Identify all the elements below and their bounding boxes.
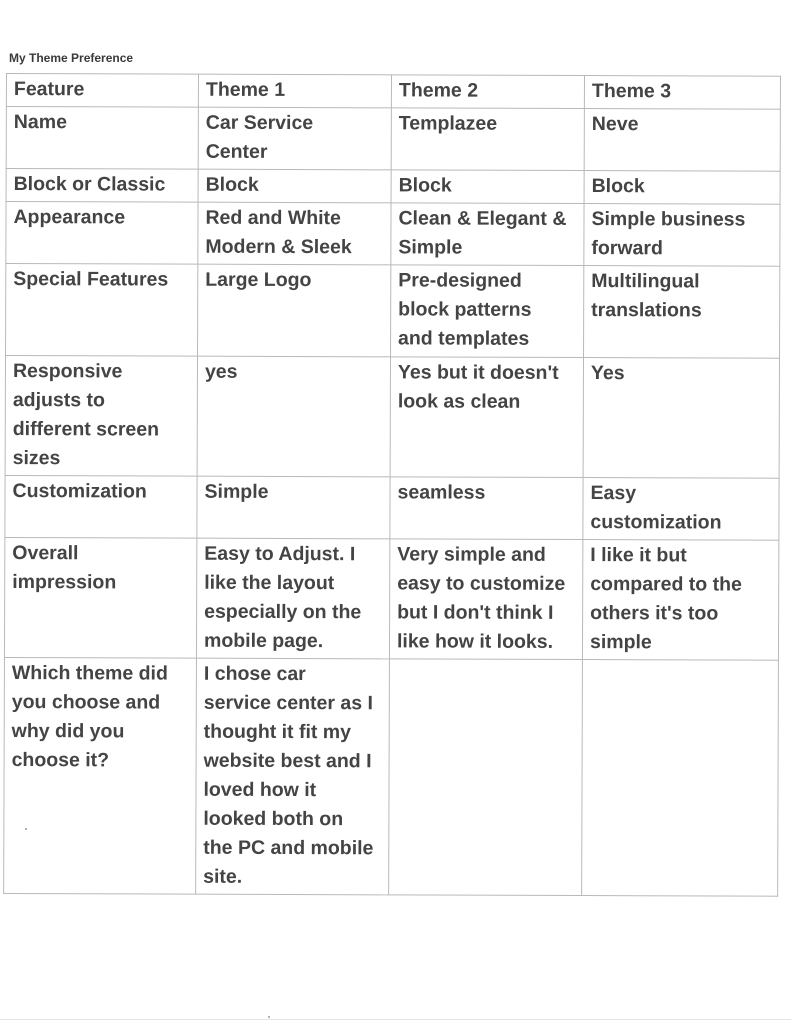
theme-preference-table — [3, 73, 781, 897]
header-feature: Feature — [6, 74, 198, 108]
row-label: Special Features — [6, 264, 198, 357]
cell-theme-3: Easy customization — [583, 478, 779, 541]
cell-theme-2: Templazee — [391, 108, 584, 171]
cell-theme-3: Multilingual translations — [584, 266, 780, 359]
cell-theme-3: Neve — [584, 109, 780, 172]
cell-theme-3: Simple business forward — [584, 204, 780, 267]
row-label: Overall impression — [4, 537, 196, 658]
cell-theme-2: Clean & Elegant & Simple — [391, 203, 584, 266]
table-row-name — [6, 107, 780, 172]
cell-theme-2: Very simple and easy to customize but I don't think I like how it looks. — [389, 539, 582, 660]
scan-speck — [25, 828, 27, 830]
header-theme-3: Theme 3 — [584, 76, 780, 110]
cell-theme-1: Red and White Modern & Sleek — [198, 202, 391, 265]
cell-theme-3: Block — [584, 171, 780, 205]
cell-theme-3 — [582, 660, 779, 897]
table-row-overall-impression — [4, 537, 778, 660]
cell-theme-3: Yes — [583, 358, 779, 479]
row-label: Block or Classic — [6, 169, 198, 203]
header-theme-1: Theme 1 — [198, 74, 391, 108]
cell-theme-1: Large Logo — [198, 264, 391, 357]
cell-theme-2: Yes but it doesn't look as clean — [390, 357, 583, 478]
document-title: My Theme Preference — [9, 51, 134, 65]
scan-edge-line — [0, 1019, 791, 1020]
table-header-row — [6, 74, 780, 110]
table-row-theme-choice — [4, 657, 779, 896]
cell-theme-2: Pre-designed block patterns and templates — [391, 265, 584, 358]
cell-theme-2: Block — [391, 170, 584, 204]
table-row-responsive — [5, 356, 779, 479]
cell-theme-2 — [389, 659, 583, 896]
cell-theme-1: Car Service Center — [198, 107, 391, 170]
row-label: Appearance — [6, 202, 198, 265]
row-label: Responsive adjusts to different screen sizes — [5, 356, 197, 477]
cell-theme-1: I chose car service center as I thought it fit my website best and I loved how it looked both on the PC and mobile site. — [196, 658, 390, 895]
table-row-block-or-classic — [6, 169, 780, 205]
cell-theme-3: I like it but compared to the others it's too simple — [582, 540, 778, 661]
table-row-special-features — [6, 264, 780, 359]
scan-speck — [268, 1016, 270, 1018]
cell-theme-1: Easy to Adjust. I like the layout especially on the mobile page. — [196, 538, 389, 659]
table-row-appearance — [6, 202, 780, 267]
row-label: Name — [6, 107, 198, 170]
cell-theme-2: seamless — [390, 477, 583, 540]
cell-theme-1: Simple — [197, 476, 390, 539]
cell-theme-1: yes — [197, 356, 390, 477]
row-label: Which theme did you choose and why did you choose it? — [4, 657, 197, 894]
table-row-customization — [5, 475, 779, 540]
row-label: Customization — [5, 475, 197, 538]
header-theme-2: Theme 2 — [391, 75, 584, 109]
cell-theme-1: Block — [198, 169, 391, 203]
